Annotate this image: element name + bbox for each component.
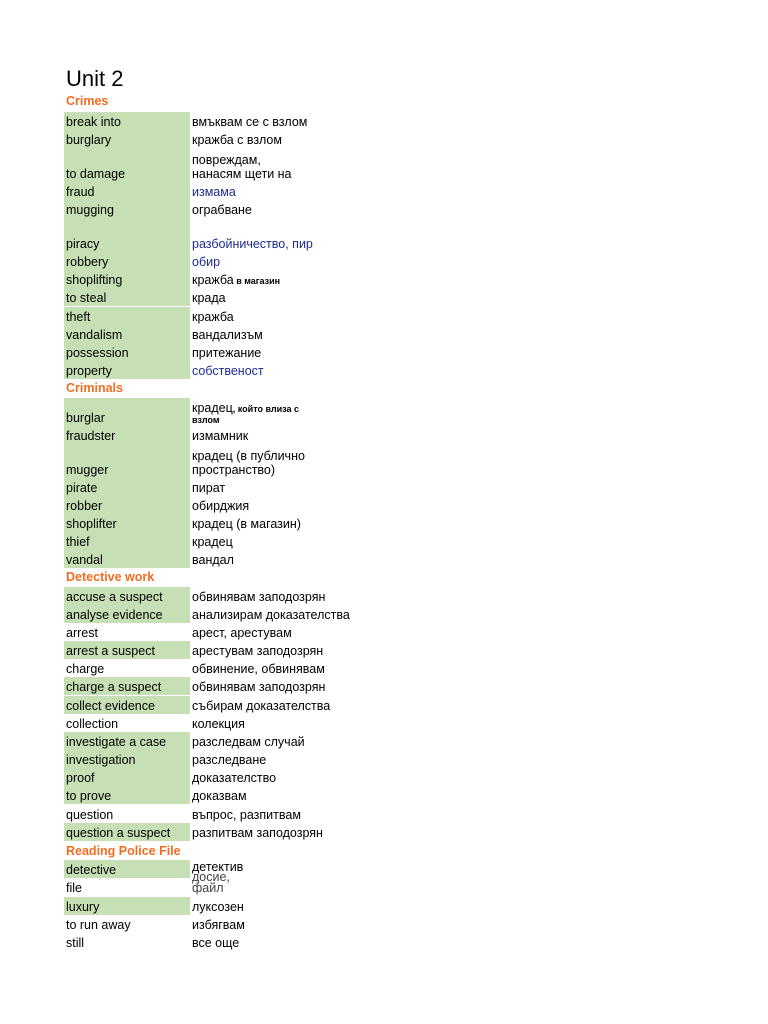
vocab-row	[64, 514, 364, 532]
vocab-row	[64, 444, 364, 478]
english-term: fraud	[64, 182, 190, 200]
bulgarian-translation: обвинявам заподозрян	[192, 590, 326, 604]
bulgarian-translation: събирам доказателства	[192, 699, 331, 713]
vocab-row	[64, 933, 364, 951]
english-term: thief	[64, 532, 190, 550]
english-term: shoplifter	[64, 514, 190, 532]
vocab-row	[64, 288, 364, 306]
vocab-row	[64, 307, 364, 325]
vocab-row	[64, 218, 364, 252]
vocab-row	[64, 677, 364, 695]
english-term: collection	[66, 717, 119, 731]
bulgarian-translation: колекция	[192, 717, 245, 731]
english-term: theft	[64, 307, 190, 325]
bulgarian-translation: кражба с взлом	[192, 133, 282, 147]
english-term: charge	[66, 662, 105, 676]
english-term: vandalism	[64, 325, 190, 343]
bulgarian-translation: вмъквам се с взлом	[192, 115, 308, 129]
bulgarian-translation: обвинение, обвинявам	[192, 662, 325, 676]
vocab-row	[64, 659, 364, 677]
english-term: possession	[64, 343, 190, 361]
english-term: luxury	[64, 897, 190, 915]
section-heading-detective-work: Detective work	[66, 570, 155, 584]
translation-main: крадец	[192, 401, 233, 415]
vocab-row	[64, 112, 364, 130]
translation-note: взлом	[192, 415, 220, 425]
english-term: property	[64, 361, 190, 379]
english-term: vandal	[64, 550, 190, 568]
vocab-row	[64, 398, 364, 426]
english-term: to prove	[64, 786, 190, 804]
vocab-row	[64, 605, 364, 623]
bulgarian-translation: разбойничество, пир	[192, 237, 313, 251]
vocab-row	[64, 696, 364, 714]
bulgarian-translation: крадец	[192, 535, 233, 549]
english-term: piracy	[64, 218, 190, 252]
vocab-row	[64, 200, 364, 218]
english-term: burglary	[64, 130, 190, 148]
vocab-row	[64, 732, 364, 750]
translation-line: детектив	[192, 860, 244, 874]
vocab-row	[64, 805, 364, 823]
bulgarian-translation: обвинявам заподозрян	[192, 680, 326, 694]
vocab-row	[64, 823, 364, 841]
english-term: robbery	[64, 252, 190, 270]
bulgarian-translation: крадец (в магазин)	[192, 517, 301, 531]
bulgarian-translation: анализирам доказателства	[192, 608, 350, 622]
english-term: to steal	[64, 288, 190, 306]
section-heading-crimes: Crimes	[66, 94, 109, 108]
bulgarian-translation: измама	[192, 185, 236, 199]
english-term: detective	[64, 860, 190, 878]
vocab-row	[64, 478, 364, 496]
english-term: question a suspect	[64, 823, 190, 841]
english-term: collect evidence	[64, 696, 190, 714]
vocab-row	[64, 714, 364, 732]
bulgarian-translation: измамник	[192, 429, 249, 443]
english-term: arrest	[66, 626, 98, 640]
bulgarian-translation: разследвам случай	[192, 735, 305, 749]
bulgarian-translation: собственост	[192, 364, 264, 378]
vocab-row	[64, 343, 364, 361]
vocab-row	[64, 130, 364, 148]
vocab-row	[64, 426, 364, 444]
english-term: investigation	[64, 750, 190, 768]
vocab-row	[64, 252, 364, 270]
bulgarian-translation: доказвам	[192, 789, 247, 803]
vocab-row	[64, 897, 364, 915]
english-term: burglar	[64, 398, 190, 426]
bulgarian-translation: разпитвам заподозрян	[192, 826, 323, 840]
bulgarian-translation: обир	[192, 255, 221, 269]
translation-line: повреждам,	[192, 153, 261, 167]
english-term: pirate	[64, 478, 190, 496]
vocab-row	[64, 182, 364, 200]
english-term: proof	[64, 768, 190, 786]
bulgarian-translation: файл	[192, 881, 224, 895]
vocab-row	[64, 878, 364, 896]
vocab-row	[64, 786, 364, 804]
vocab-row	[64, 641, 364, 659]
vocab-row	[64, 270, 364, 288]
bulgarian-translation	[192, 270, 372, 288]
bulgarian-translation: разследване	[192, 753, 267, 767]
bulgarian-translation	[192, 398, 372, 426]
english-term: to damage	[64, 148, 190, 182]
vocab-row	[64, 768, 364, 786]
vocab-row	[64, 496, 364, 514]
translation-main: кражба	[192, 273, 234, 287]
vocab-row	[64, 750, 364, 768]
bulgarian-translation: въпрос, разпитвам	[192, 808, 301, 822]
english-term: mugger	[64, 444, 190, 478]
vocab-row	[64, 550, 364, 568]
vocab-row	[64, 587, 364, 605]
section-heading-criminals: Criminals	[66, 381, 123, 395]
translation-line: досие,	[192, 870, 230, 884]
translation-line: нанасям щети на	[192, 167, 292, 181]
bulgarian-translation	[192, 860, 372, 884]
translation-line: пространство)	[192, 463, 276, 477]
english-term: mugging	[64, 200, 190, 218]
bulgarian-translation	[192, 148, 372, 182]
english-term: accuse a suspect	[64, 587, 190, 605]
bulgarian-translation: вандализъм	[192, 328, 263, 342]
vocab-row	[64, 860, 364, 884]
bulgarian-translation: обирджия	[192, 499, 250, 513]
translation-note: , който влиза с	[232, 404, 300, 414]
page-title: Unit 2	[66, 66, 124, 91]
english-term: investigate a case	[64, 732, 190, 750]
section-heading-reading-police-file: Reading Police File	[66, 844, 181, 858]
bulgarian-translation: избягвам	[192, 918, 245, 932]
english-term: to run away	[66, 918, 131, 932]
bulgarian-translation: луксозен	[192, 900, 244, 914]
english-term: arrest a suspect	[64, 641, 190, 659]
translation-note: в магазин	[233, 276, 281, 286]
bulgarian-translation: ограбване	[192, 203, 252, 217]
english-term: shoplifting	[64, 270, 190, 288]
bulgarian-translation: все още	[192, 936, 240, 950]
english-term: file	[66, 881, 82, 895]
bulgarian-translation	[192, 444, 372, 478]
vocab-row	[64, 532, 364, 550]
vocab-row	[64, 325, 364, 343]
english-term: still	[66, 936, 85, 950]
english-term: analyse evidence	[64, 605, 190, 623]
vocab-row	[64, 148, 364, 182]
english-term: robber	[64, 496, 190, 514]
bulgarian-translation: арестувам заподозрян	[192, 644, 324, 658]
vocab-row	[64, 361, 364, 379]
bulgarian-translation: арест, арестувам	[192, 626, 292, 640]
english-term: fraudster	[64, 426, 190, 444]
bulgarian-translation: вандал	[192, 553, 234, 567]
vocab-row	[64, 623, 364, 641]
bulgarian-translation: крада	[192, 291, 226, 305]
english-term: question	[66, 808, 114, 822]
vocab-row	[64, 915, 364, 933]
bulgarian-translation: доказателство	[192, 771, 277, 785]
translation-line: крадец (в публично	[192, 449, 305, 463]
bulgarian-translation: кражба	[192, 310, 234, 324]
bulgarian-translation: притежание	[192, 346, 262, 360]
english-term: break into	[64, 112, 190, 130]
english-term: charge a suspect	[64, 677, 190, 695]
bulgarian-translation: пират	[192, 481, 226, 495]
